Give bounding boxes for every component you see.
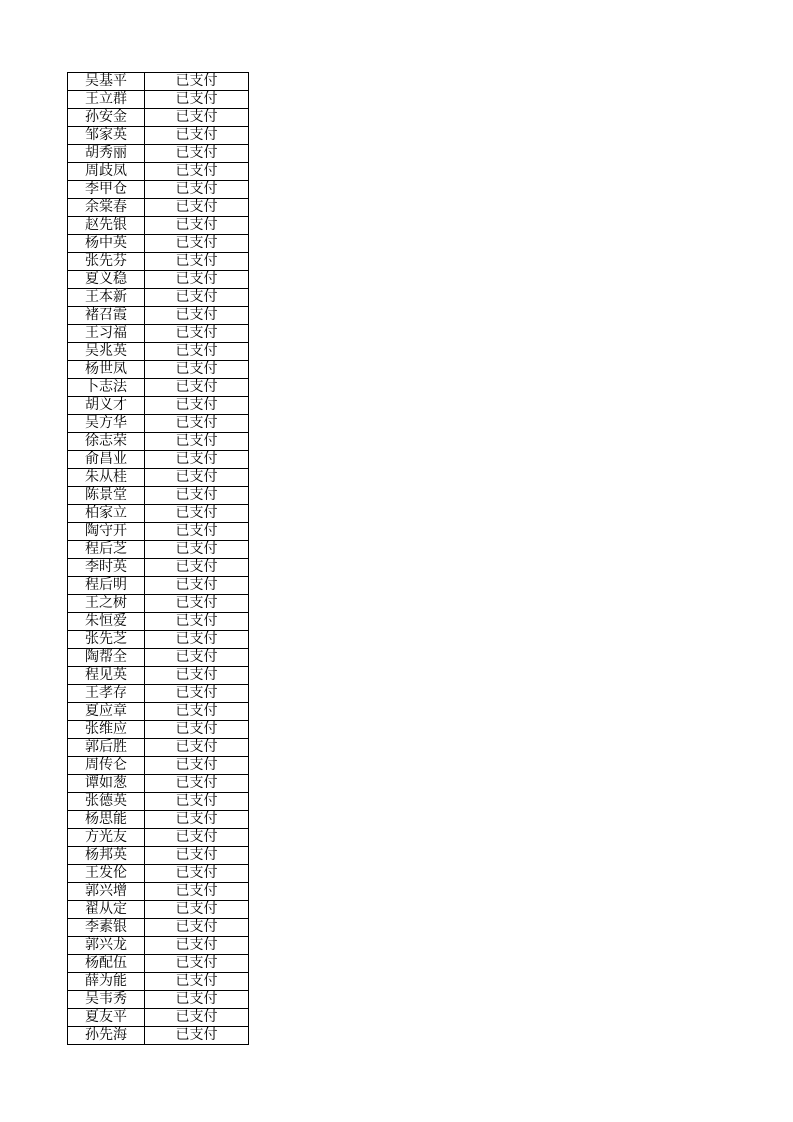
table-row [68, 253, 249, 271]
payment-status-cell: 已支付 [145, 541, 249, 559]
payment-status-cell: 已支付 [145, 91, 249, 109]
payment-status-cell: 已支付 [145, 1027, 249, 1045]
table-row [68, 685, 249, 703]
payment-status-cell: 已支付 [145, 361, 249, 379]
name-cell: 张维应 [68, 721, 145, 739]
table-row [68, 361, 249, 379]
table-row [68, 379, 249, 397]
payment-status-cell: 已支付 [145, 577, 249, 595]
payment-status-cell: 已支付 [145, 145, 249, 163]
name-cell: 俞昌业 [68, 451, 145, 469]
payment-status-cell: 已支付 [145, 955, 249, 973]
table-row [68, 775, 249, 793]
name-cell: 徐志荣 [68, 433, 145, 451]
name-cell: 杨中英 [68, 235, 145, 253]
name-cell: 卜志法 [68, 379, 145, 397]
name-cell: 吴方华 [68, 415, 145, 433]
payment-status-cell: 已支付 [145, 595, 249, 613]
name-cell: 杨思能 [68, 811, 145, 829]
table-row [68, 289, 249, 307]
payment-status-cell: 已支付 [145, 433, 249, 451]
table-row [68, 577, 249, 595]
name-cell: 王习福 [68, 325, 145, 343]
name-cell: 孙安金 [68, 109, 145, 127]
name-cell: 李时英 [68, 559, 145, 577]
table-row [68, 91, 249, 109]
table-row [68, 325, 249, 343]
table-row [68, 595, 249, 613]
name-cell: 程后明 [68, 577, 145, 595]
table-row [68, 199, 249, 217]
table-row [68, 505, 249, 523]
payment-status-cell: 已支付 [145, 757, 249, 775]
payment-status-cell: 已支付 [145, 505, 249, 523]
payment-status-cell: 已支付 [145, 271, 249, 289]
payment-status-cell: 已支付 [145, 181, 249, 199]
payment-status-cell: 已支付 [145, 487, 249, 505]
payment-status-cell: 已支付 [145, 919, 249, 937]
table-row [68, 73, 249, 91]
name-cell: 王本新 [68, 289, 145, 307]
payment-status-cell: 已支付 [145, 127, 249, 145]
table-row [68, 793, 249, 811]
payment-status-cell: 已支付 [145, 379, 249, 397]
name-cell: 郭后胜 [68, 739, 145, 757]
payment-sheet [67, 72, 249, 1045]
name-cell: 翟从定 [68, 901, 145, 919]
table-row [68, 613, 249, 631]
table-row [68, 721, 249, 739]
payment-status-cell: 已支付 [145, 703, 249, 721]
payment-status-cell: 已支付 [145, 829, 249, 847]
table-row [68, 181, 249, 199]
payment-status-cell: 已支付 [145, 199, 249, 217]
name-cell: 郭兴增 [68, 883, 145, 901]
table-row [68, 523, 249, 541]
table-row [68, 541, 249, 559]
table-row [68, 451, 249, 469]
name-cell: 王发伦 [68, 865, 145, 883]
name-cell: 方光友 [68, 829, 145, 847]
payment-status-cell: 已支付 [145, 325, 249, 343]
name-cell: 王之树 [68, 595, 145, 613]
name-cell: 吴基平 [68, 73, 145, 91]
name-cell: 夏应章 [68, 703, 145, 721]
name-cell: 张先芬 [68, 253, 145, 271]
payment-status-cell: 已支付 [145, 307, 249, 325]
name-cell: 郭兴龙 [68, 937, 145, 955]
payment-status-cell: 已支付 [145, 163, 249, 181]
payment-status-cell: 已支付 [145, 415, 249, 433]
name-cell: 王立群 [68, 91, 145, 109]
name-cell: 王孝存 [68, 685, 145, 703]
table-row [68, 1027, 249, 1045]
table-row [68, 469, 249, 487]
table-row [68, 739, 249, 757]
name-cell: 程见英 [68, 667, 145, 685]
name-cell: 李甲仓 [68, 181, 145, 199]
payment-status-cell: 已支付 [145, 343, 249, 361]
payment-status-cell: 已支付 [145, 523, 249, 541]
table-row [68, 901, 249, 919]
payment-status-cell: 已支付 [145, 559, 249, 577]
table-row [68, 433, 249, 451]
payment-status-cell: 已支付 [145, 811, 249, 829]
name-cell: 杨邦英 [68, 847, 145, 865]
name-cell: 陶守开 [68, 523, 145, 541]
name-cell: 赵先银 [68, 217, 145, 235]
name-cell: 张先芝 [68, 631, 145, 649]
payment-status-cell: 已支付 [145, 991, 249, 1009]
payment-status-cell: 已支付 [145, 883, 249, 901]
table-row [68, 631, 249, 649]
name-cell: 吴兆英 [68, 343, 145, 361]
payment-status-cell: 已支付 [145, 667, 249, 685]
payment-status-cell: 已支付 [145, 685, 249, 703]
table-row [68, 991, 249, 1009]
payment-status-cell: 已支付 [145, 613, 249, 631]
table-row [68, 415, 249, 433]
table-row [68, 829, 249, 847]
payment-records-body [68, 73, 249, 1045]
table-row [68, 883, 249, 901]
table-row [68, 307, 249, 325]
table-row [68, 757, 249, 775]
table-row [68, 703, 249, 721]
payment-status-cell: 已支付 [145, 109, 249, 127]
name-cell: 陈景堂 [68, 487, 145, 505]
name-cell: 程后芝 [68, 541, 145, 559]
name-cell: 孙先海 [68, 1027, 145, 1045]
table-row [68, 145, 249, 163]
name-cell: 杨世凤 [68, 361, 145, 379]
payment-status-cell: 已支付 [145, 865, 249, 883]
name-cell: 周歧凤 [68, 163, 145, 181]
table-row [68, 127, 249, 145]
payment-status-cell: 已支付 [145, 721, 249, 739]
name-cell: 胡秀丽 [68, 145, 145, 163]
name-cell: 胡义才 [68, 397, 145, 415]
payment-status-cell: 已支付 [145, 253, 249, 271]
table-row [68, 811, 249, 829]
payment-status-cell: 已支付 [145, 793, 249, 811]
payment-status-cell: 已支付 [145, 73, 249, 91]
table-row [68, 235, 249, 253]
payment-status-cell: 已支付 [145, 1009, 249, 1027]
name-cell: 周传仑 [68, 757, 145, 775]
name-cell: 吴韦秀 [68, 991, 145, 1009]
table-row [68, 667, 249, 685]
table-row [68, 217, 249, 235]
table-row [68, 649, 249, 667]
table-row [68, 163, 249, 181]
table-row [68, 397, 249, 415]
payment-status-cell: 已支付 [145, 739, 249, 757]
name-cell: 邹家英 [68, 127, 145, 145]
table-row [68, 1009, 249, 1027]
table-row [68, 865, 249, 883]
table-row [68, 847, 249, 865]
name-cell: 余棠春 [68, 199, 145, 217]
name-cell: 薛为能 [68, 973, 145, 991]
payment-status-cell: 已支付 [145, 451, 249, 469]
payment-status-cell: 已支付 [145, 973, 249, 991]
table-row [68, 559, 249, 577]
name-cell: 杨配伍 [68, 955, 145, 973]
payment-status-cell: 已支付 [145, 901, 249, 919]
table-row [68, 487, 249, 505]
table-row [68, 937, 249, 955]
table-row [68, 973, 249, 991]
table-row [68, 919, 249, 937]
payment-status-cell: 已支付 [145, 937, 249, 955]
payment-status-cell: 已支付 [145, 235, 249, 253]
payment-status-cell: 已支付 [145, 631, 249, 649]
payment-status-cell: 已支付 [145, 397, 249, 415]
name-cell: 褚召霞 [68, 307, 145, 325]
table-row [68, 109, 249, 127]
name-cell: 柏家立 [68, 505, 145, 523]
payment-status-cell: 已支付 [145, 649, 249, 667]
name-cell: 夏义稳 [68, 271, 145, 289]
payment-status-cell: 已支付 [145, 847, 249, 865]
table-row [68, 271, 249, 289]
name-cell: 陶帮全 [68, 649, 145, 667]
table-row [68, 955, 249, 973]
name-cell: 朱恒爱 [68, 613, 145, 631]
payment-status-cell: 已支付 [145, 289, 249, 307]
name-cell: 张德英 [68, 793, 145, 811]
payment-status-cell: 已支付 [145, 775, 249, 793]
payment-status-cell: 已支付 [145, 217, 249, 235]
name-cell: 夏友平 [68, 1009, 145, 1027]
name-cell: 李素银 [68, 919, 145, 937]
payment-records-table [67, 72, 249, 1045]
table-row [68, 343, 249, 361]
name-cell: 谭如葱 [68, 775, 145, 793]
payment-status-cell: 已支付 [145, 469, 249, 487]
name-cell: 朱从桂 [68, 469, 145, 487]
